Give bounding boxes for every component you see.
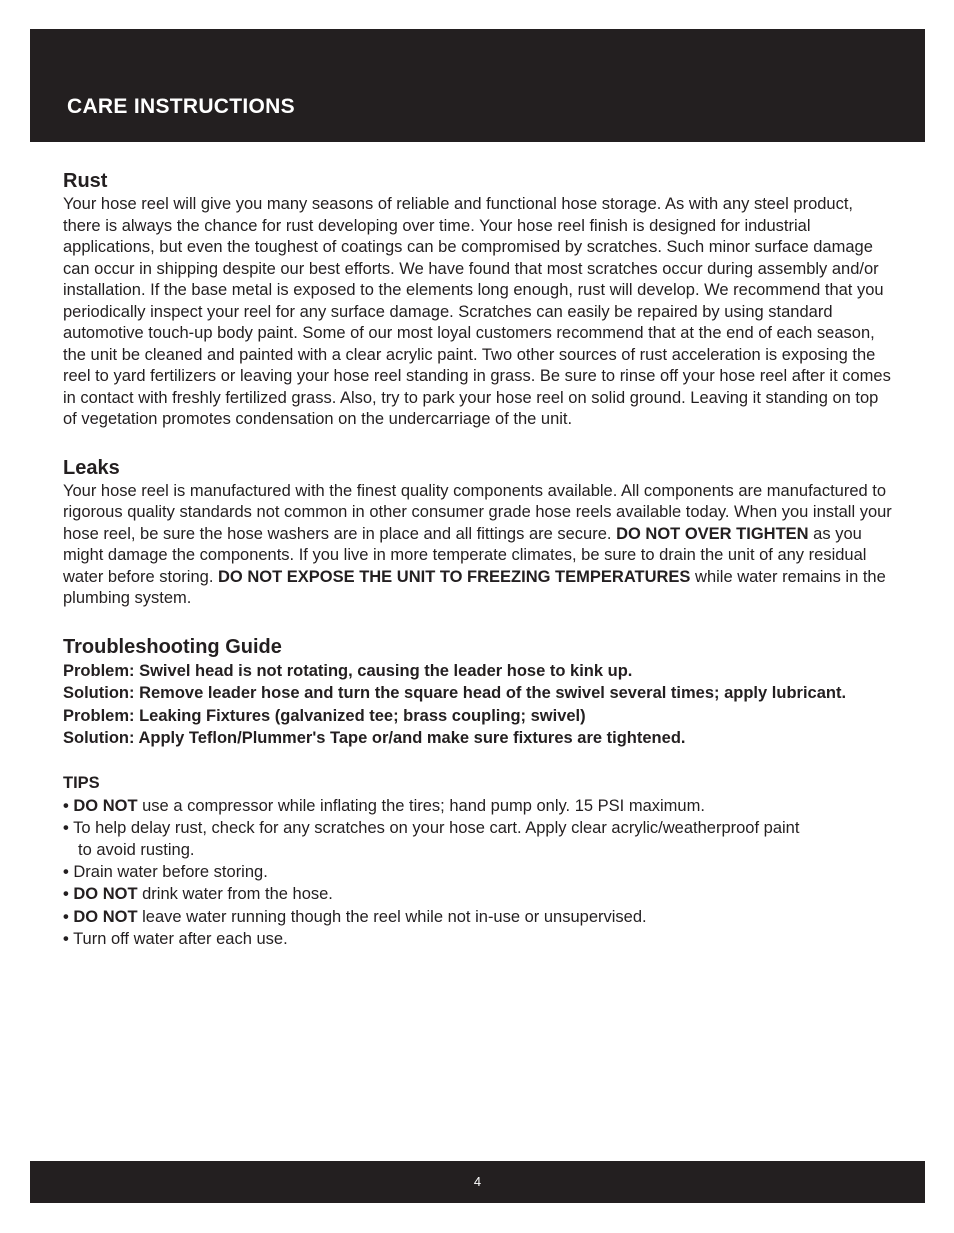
leaks-section xyxy=(63,455,893,610)
tip-text: Turn off water after each use. xyxy=(68,930,288,948)
troubleshooting-problem: Problem: Swivel head is not rotating, causing the leader hose to kink up. xyxy=(63,661,633,680)
rust-body: Your hose reel will give you many seasons of reliable and functional hose storage. As with any steel product, there is always the chance for rust developing over time. Your hose reel finish is designed for industrial applications, but even the toughest of coatings can be compromised by scratches. Such minor surface damage can occur in shipping despite our best efforts. We have found that most scratches occur during assembly and/or installation. If the base metal is exposed to the elements long enough, rust will develop. We recommend that you periodically inspect your reel for any surface damage. Scratches can easily be repaired by using standard automotive touch-up body paint. Some of our most loyal customers recommend that at the end of each season, the unit be cleaned and painted with a clear acrylic paint. Two other sources of rust acceleration is exposing the reel to yard fertilizers or leaving your hose reel standing in grass. Be sure to rinse off your hose reel after it comes in contact with freshly fertilized grass. Also, try to park your hose reel on solid ground. Leaving it standing on top of vegetation promotes condensation on the undercarriage of the unit. xyxy=(63,195,891,428)
tip-item xyxy=(63,795,893,818)
leaks-warning-freezing: DO NOT EXPOSE THE UNIT TO FREEZING TEMPERATURES xyxy=(218,567,691,586)
bullet-icon: • xyxy=(63,885,69,903)
troubleshooting-heading: Troubleshooting Guide xyxy=(63,635,282,658)
tip-item xyxy=(63,883,893,906)
tip-bold: DO NOT xyxy=(73,907,138,926)
troubleshooting-problem: Problem: Leaking Fixtures (galvanized tee; brass coupling; swivel) xyxy=(63,706,586,725)
tip-text: use a compressor while inflating the tires; hand pump only. 15 PSI maximum. xyxy=(137,796,705,815)
tip-continuation: to avoid rusting. xyxy=(78,840,195,859)
leaks-warning-overtighten: DO NOT OVER TIGHTEN xyxy=(616,524,809,543)
tips-section xyxy=(63,772,893,951)
tip-bold: DO NOT xyxy=(73,885,138,903)
page-number: 4 xyxy=(473,1174,482,1189)
tips-heading: TIPS xyxy=(63,773,100,792)
leaks-text-2: as you might damage the components. If you live in more temperate climates, be sure to drain the unit of any residual water before storing. xyxy=(63,524,867,586)
bullet-icon: • xyxy=(63,907,69,926)
tip-text: Drain water before storing. xyxy=(68,862,268,881)
leaks-heading: Leaks xyxy=(63,456,120,479)
bullet-icon: • xyxy=(63,819,69,837)
tip-item xyxy=(63,861,893,884)
tip-text: drink water from the hose. xyxy=(137,885,333,903)
main-content xyxy=(63,168,893,951)
troubleshooting-section xyxy=(63,634,893,750)
tip-bold: DO NOT xyxy=(73,796,138,815)
tip-item xyxy=(63,928,893,951)
leaks-text-1: Your hose reel is manufactured with the finest quality components available. All components are manufactured to rigorous quality standards not common in other consumer grade hose reels available today. When you install your hose reel, be sure the hose washers are in place and all fittings are secure. xyxy=(63,481,892,543)
tip-item xyxy=(63,906,893,929)
rust-heading: Rust xyxy=(63,170,108,192)
tip-text: To help delay rust, check for any scratches on your hose cart. Apply clear acrylic/weatherproof paint xyxy=(68,819,800,837)
bullet-icon: • xyxy=(63,930,69,948)
tip-item xyxy=(63,817,893,840)
page-title: CARE INSTRUCTIONS xyxy=(67,95,295,118)
tip-text: leave water running though the reel while not in-use or unsupervised. xyxy=(137,907,647,926)
troubleshooting-solution: Solution: Remove leader hose and turn the square head of the swivel several times; apply lubricant. xyxy=(63,684,847,702)
header-bar xyxy=(30,29,925,142)
bullet-icon: • xyxy=(63,796,69,815)
footer-bar xyxy=(30,1161,925,1203)
rust-section xyxy=(63,168,893,431)
troubleshooting-solution: Solution: Apply Teflon/Plummer's Tape or/and make sure fixtures are tightened. xyxy=(63,729,686,747)
leaks-body xyxy=(63,481,893,610)
leaks-text-3: while water remains in the plumbing system. xyxy=(63,567,886,607)
bullet-icon: • xyxy=(63,862,69,881)
